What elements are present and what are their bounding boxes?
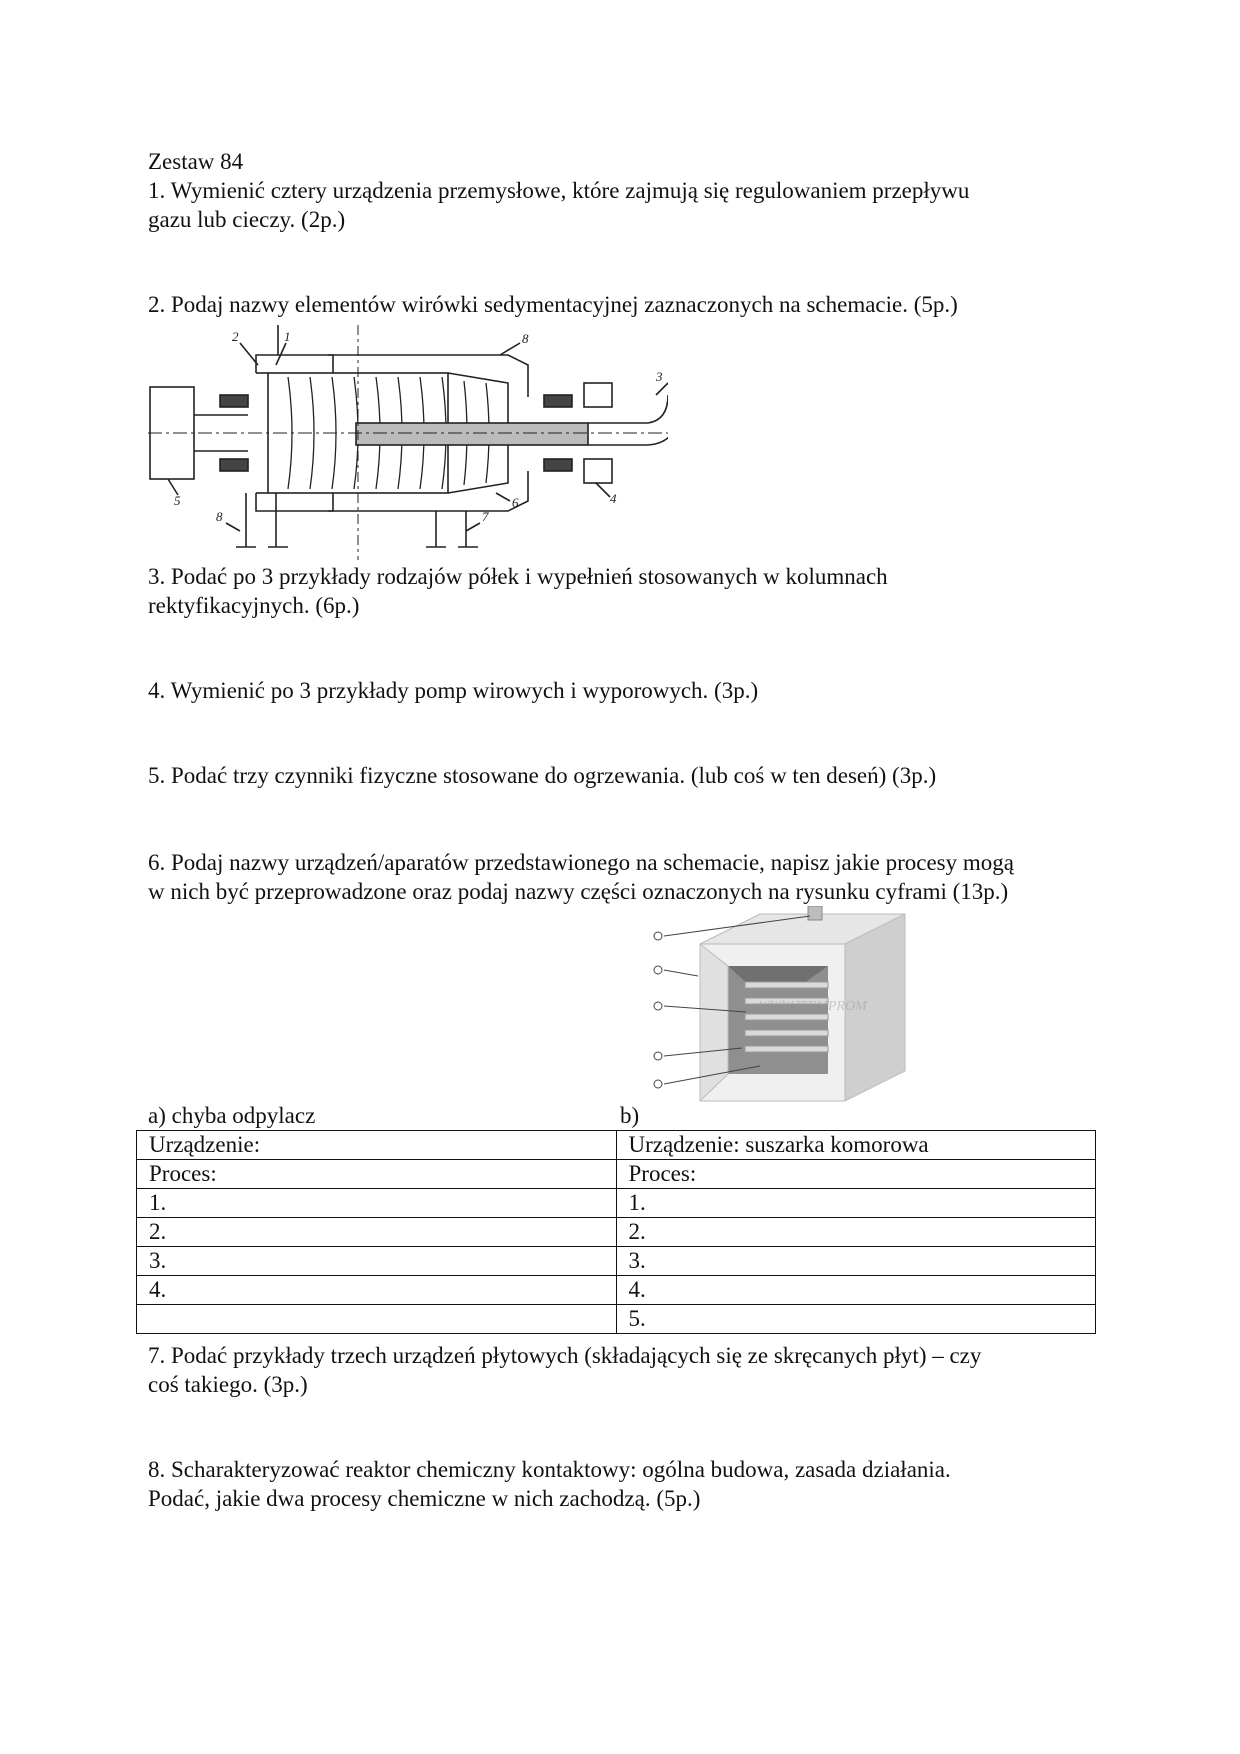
bearing-right-top xyxy=(544,395,572,407)
chamber-dryer-illustration xyxy=(650,906,920,1124)
table-row xyxy=(137,1247,1096,1276)
question-6-line-1: 6. Podaj nazwy urządzeń/aparatów przedstawionego na schemacie, napisz jakie procesy mogą xyxy=(148,850,1014,875)
cell-left-item: 3. xyxy=(137,1247,617,1276)
bearing-left-top xyxy=(220,395,248,407)
table-row-device xyxy=(137,1131,1096,1160)
table-row-process xyxy=(137,1160,1096,1189)
diagram-label-1: 1 xyxy=(284,329,291,344)
document-title: Zestaw 84 xyxy=(148,149,244,174)
question-4-line-1: 4. Wymienić po 3 przykłady pomp wirowych i wyporowych. (3p.) xyxy=(148,678,759,703)
feed-pipe xyxy=(356,423,588,445)
table-row xyxy=(137,1218,1096,1247)
bearing-right-bottom xyxy=(544,459,572,471)
question-3-line-1: 3. Podać po 3 przykłady rodzajów półek i wypełnień stosowanych w kolumnach xyxy=(148,564,888,589)
question-1-line-1: 1. Wymienić cztery urządzenia przemysłowe, które zajmują się regulowaniem przepływu xyxy=(148,178,970,203)
gear-bottom xyxy=(584,459,612,483)
diagram-label-2: 2 xyxy=(232,329,239,344)
cell-left-process: Proces: xyxy=(137,1160,617,1189)
diagram-label-5: 5 xyxy=(174,493,181,508)
option-a-label: a) chyba odpylacz xyxy=(148,1103,316,1128)
gear-top xyxy=(584,383,612,407)
centrifuge-diagram xyxy=(148,325,668,560)
diagram-label-4: 4 xyxy=(610,491,617,506)
cell-left-item: 4. xyxy=(137,1276,617,1305)
table-row xyxy=(137,1305,1096,1334)
question-6-line-2: w nich być przeprowadzone oraz podaj nazwy części oznaczonych na rysunku cyframi (13p.) xyxy=(148,879,1009,904)
cell-right-process: Proces: xyxy=(616,1160,1096,1189)
question-1-line-2: gazu lub cieczy. (2p.) xyxy=(148,207,346,232)
cell-right-item: 3. xyxy=(616,1247,1096,1276)
cell-right-device: Urządzenie: suszarka komorowa xyxy=(616,1131,1096,1160)
cell-right-item: 1. xyxy=(616,1189,1096,1218)
cell-left-device: Urządzenie: xyxy=(137,1131,617,1160)
diagram-label-8: 8 xyxy=(216,509,223,524)
cell-right-item: 4. xyxy=(616,1276,1096,1305)
table-row xyxy=(137,1189,1096,1218)
answers-table xyxy=(136,1130,1096,1334)
cell-right-item: 5. xyxy=(616,1305,1096,1334)
cell-right-item: 2. xyxy=(616,1218,1096,1247)
cell-left-item xyxy=(137,1305,617,1334)
question-8-line-1: 8. Scharakteryzować reaktor chemiczny kontaktowy: ogólna budowa, zasada działania. xyxy=(148,1457,951,1482)
table-row xyxy=(137,1276,1096,1305)
cell-left-item: 1. xyxy=(137,1189,617,1218)
diagram-label-8-top: 8 xyxy=(522,331,529,346)
question-7-line-1: 7. Podać przykłady trzech urządzeń płytowych (składających się ze skręcanych płyt) – czy xyxy=(148,1343,982,1368)
diagram-label-7: 7 xyxy=(482,509,489,524)
option-b-label: b) xyxy=(620,1103,640,1128)
question-7-line-2: coś takiego. (3p.) xyxy=(148,1372,308,1397)
diagram-label-6: 6 xyxy=(512,495,519,510)
question-5-line-1: 5. Podać trzy czynniki fizyczne stosowane do ogrzewania. (lub coś w ten deseń) (3p.) xyxy=(148,763,937,788)
dryer-watermark: WWW.ITEMPROM xyxy=(758,999,867,1014)
diagram-label-3: 3 xyxy=(656,369,663,384)
question-8-line-2: Podać, jakie dwa procesy chemiczne w nich zachodzą. (5p.) xyxy=(148,1486,701,1511)
question-3-line-2: rektyfikacyjnych. (6p.) xyxy=(148,593,360,618)
cell-left-item: 2. xyxy=(137,1218,617,1247)
bearing-left-bottom xyxy=(220,459,248,471)
question-2-line-1: 2. Podaj nazwy elementów wirówki sedymentacyjnej zaznaczonych na schemacie. (5p.) xyxy=(148,292,958,317)
